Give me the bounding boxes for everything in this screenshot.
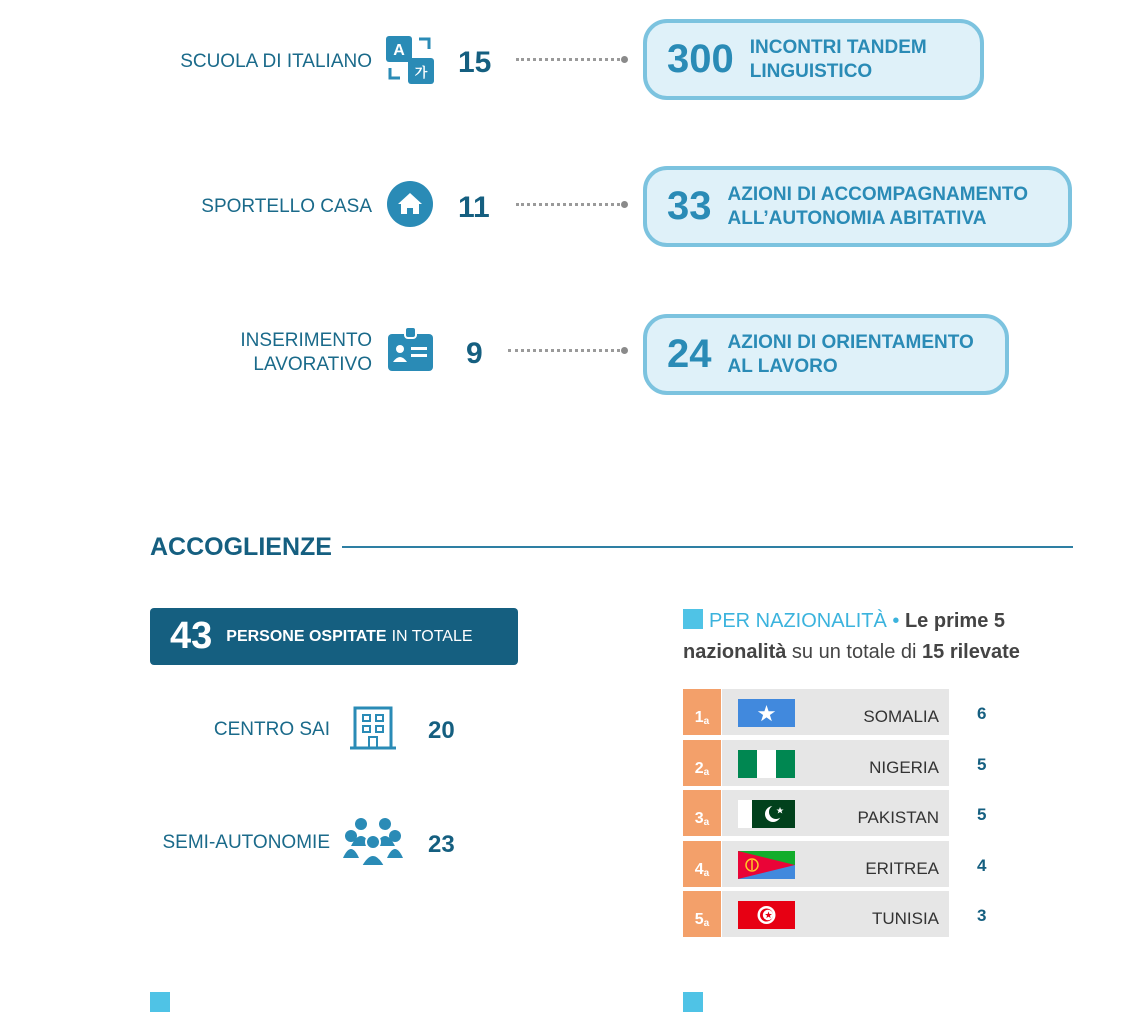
connector-dots [516, 58, 620, 61]
connector-dots [516, 203, 620, 206]
result-pill-tandem [643, 19, 984, 100]
country-name: ERITREA [865, 859, 939, 878]
service-count-lavoro: 9 [466, 337, 483, 370]
total-guests-label: PERSONE OSPITATE [226, 627, 387, 645]
accoglienza-value-semiautonomie: 23 [428, 831, 455, 858]
service-count-casa: 11 [458, 191, 490, 224]
home-icon [387, 181, 433, 227]
rank-badge: 1 $_a$ [683, 689, 721, 735]
nationality-count: 3 [977, 906, 987, 925]
country-name: NIGERIA [869, 758, 939, 777]
translate-icon [386, 36, 436, 84]
nationality-row [722, 689, 949, 735]
eritrea-flag [738, 851, 795, 879]
nationality-heading: PER NAZIONALITÀ • Le prime 5 nazionalità su un totale di 15 rilevate [683, 610, 1020, 663]
accoglienza-value-sai: 20 [428, 717, 455, 744]
svg-text:A: A [393, 42, 405, 59]
result-number: 33 [667, 184, 712, 228]
rank-badge: 5 $_a$ [683, 891, 721, 937]
rank-badge: 3 $_a$ [683, 790, 721, 836]
result-text: INCONTRI TANDEM LINGUISTICO [749, 36, 927, 82]
total-guests-suffix: IN TOTALE [391, 627, 473, 645]
service-label-casa: SPORTELLO CASA [201, 196, 372, 217]
group-icon [343, 816, 403, 866]
nationality-row [722, 790, 949, 836]
nationality-count: 5 [977, 805, 987, 824]
nationality-count: 6 [977, 704, 987, 723]
result-pill-casa [643, 166, 1072, 247]
svg-text:가: 가 [414, 66, 428, 81]
nationality-count: 5 [977, 755, 987, 774]
result-pill-lavoro [643, 314, 1009, 395]
accoglienza-label-sai: CENTRO SAI [213, 719, 330, 740]
section-square-marker [683, 992, 703, 1012]
nationality-row [722, 891, 949, 937]
rank-badge: 2 $_a$ [683, 740, 721, 786]
service-count-italian: 15 [458, 46, 492, 79]
nationality-row [722, 841, 949, 887]
pakistan-flag [738, 800, 795, 828]
somalia-flag [738, 699, 795, 727]
section-square-marker [150, 992, 170, 1012]
total-guests-number: 43 [170, 615, 213, 657]
country-name: PAKISTAN [857, 808, 939, 827]
connector-end [621, 201, 628, 208]
result-number: 24 [667, 332, 712, 376]
country-name: SOMALIA [863, 707, 939, 726]
total-guests-banner [150, 608, 518, 665]
section-title-accoglienze: ACCOGLIENZE [150, 533, 332, 561]
nationality-count: 4 [977, 856, 987, 875]
result-number: 300 [667, 37, 734, 81]
result-text: AZIONI DI ACCOMPAGNAMENTO ALL’AUTONOMIA ABITATIVA [727, 183, 1028, 229]
result-text: AZIONI DI ORIENTAMENTO AL LAVORO [727, 331, 974, 377]
service-label-italian: SCUOLA DI ITALIANO [180, 51, 372, 72]
tunisia-flag [738, 901, 795, 929]
service-label-lavoro: INSERIMENTO LAVORATIVO [240, 330, 372, 375]
section-square-marker [683, 609, 703, 629]
nationality-row [722, 740, 949, 786]
rank-badge: 4 $_a$ [683, 841, 721, 887]
connector-end [621, 347, 628, 354]
id-badge-icon [388, 327, 433, 372]
nigeria-flag [738, 750, 795, 778]
building-icon [350, 706, 396, 750]
country-name: TUNISIA [871, 909, 939, 928]
section-divider [342, 546, 1073, 548]
connector-end [621, 56, 628, 63]
accoglienza-label-semiautonomie: SEMI-AUTONOMIE [162, 832, 330, 853]
connector-dots [508, 349, 620, 352]
